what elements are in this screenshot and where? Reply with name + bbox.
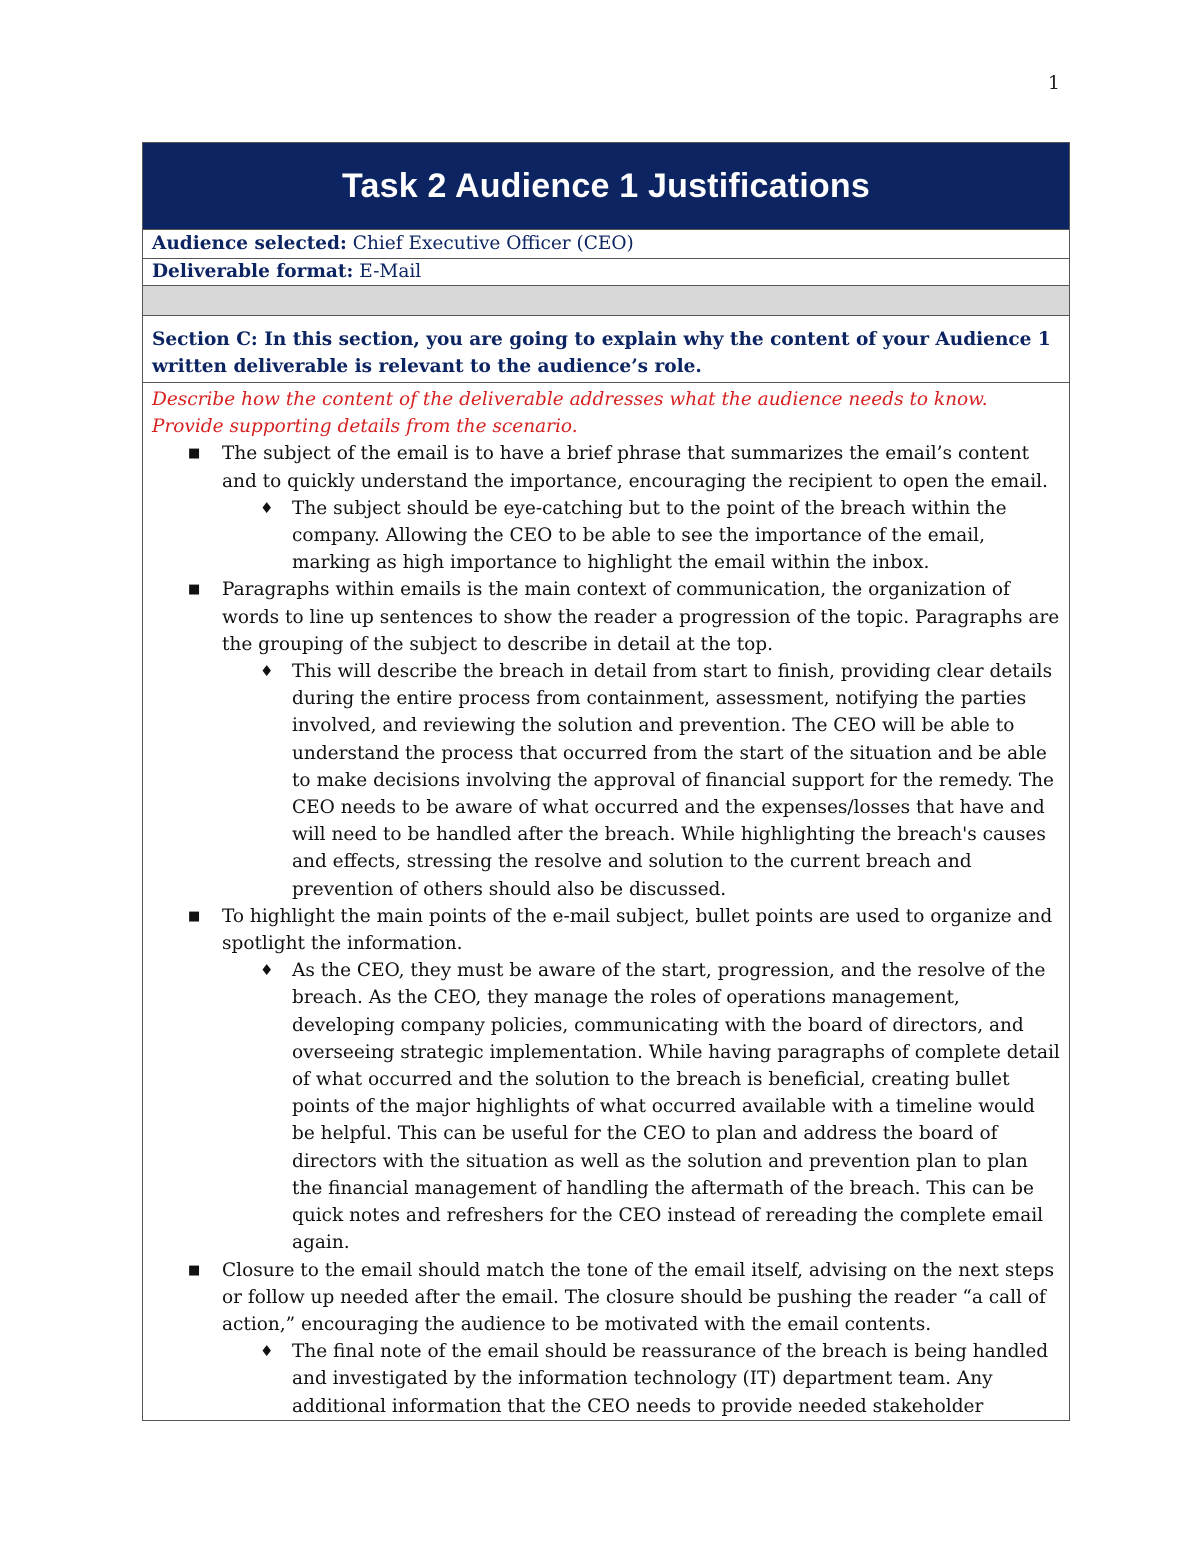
audience-row: [143, 230, 1069, 259]
audience-label: Audience selected:: [152, 233, 347, 254]
diamond-bullet-icon: ♦: [260, 961, 274, 980]
sub-list: [222, 658, 1060, 903]
bullet-text: The subject of the email is to have a brief phrase that summarizes the email’s content and to quickly understand the importance, encouraging the recipient to open the email.: [222, 443, 1048, 492]
diamond-bullet-icon: ♦: [260, 662, 274, 681]
deliverable-row: [143, 259, 1069, 286]
instructions-text: Describe how the content of the deliverable addresses what the audience needs to know. Provide supporting details from the scenario.: [152, 389, 988, 438]
bullet-list: [152, 440, 1060, 1419]
square-bullet-icon: ■: [188, 582, 201, 598]
deliverable-value: E-Mail: [359, 261, 422, 282]
page-title: Task 2 Audience 1 Justifications: [342, 166, 870, 205]
title-banner: [143, 143, 1069, 230]
sub-list: [222, 1338, 1060, 1420]
audience-value: Chief Executive Officer (CEO): [352, 233, 634, 254]
page-number: 1: [1047, 72, 1060, 94]
spacer-row: [143, 286, 1069, 316]
sub-list-item: [260, 957, 1060, 1256]
sub-list: [222, 495, 1060, 577]
list-item: [188, 903, 1060, 1257]
diamond-bullet-icon: ♦: [260, 1342, 274, 1361]
sub-list: [222, 957, 1060, 1256]
sub-bullet-text: As the CEO, they must be aware of the start, progression, and the resolve of the breach. As the CEO, they manage the roles of operations management, developing company policies, communicating with the board of directors, and overseeing strategic implementation. While having paragraphs of complete detail of what occurred and the solution to the breach is beneficial, creating bullet points of the major highlights of what occurred available with a timeline would be helpful. This can be useful for the CEO to plan and address the board of directors with the situation as well as the solution and prevention plan to plan the financial management of handling the aftermath of the breach. This can be quick notes and refreshers for the CEO instead of rereading the complete email again.: [292, 960, 1060, 1254]
sub-list-item: [260, 495, 1060, 577]
square-bullet-icon: ■: [188, 908, 201, 924]
sub-bullet-text: The subject should be eye-catching but to the point of the breach within the company. Allowing the CEO to be able to see the importance of the email, marking as high importance to highlight the email within the inbox.: [292, 497, 1007, 574]
sub-bullet-text: This will describe the breach in detail from start to finish, providing clear details during the entire process from containment, assessment, notifying the parties involved, and reviewing the solution and prevention. The CEO will be able to understand the process that occurred from the start of the situation and be able to make decisions involving the approval of financial support for the remedy. The CEO needs to be aware of what occurred and the expenses/losses that have and will need to be handled after the breach. While highlighting the breach's causes and effects, stressing the resolve and solution to the current breach and prevention of others should also be discussed.: [292, 661, 1054, 900]
list-item: [188, 440, 1060, 576]
section-heading: Section C: In this section, you are going to explain why the content of your Audience 1 written deliverable is relevant to the audience’s role.: [143, 316, 1069, 383]
list-item: [188, 1257, 1060, 1420]
sub-list-item: [260, 658, 1060, 903]
sub-bullet-text: The final note of the email should be reassurance of the breach is being handled and investigated by the information technology (IT) department team. Any additional information that the CEO needs to provide needed stakeholder: [292, 1341, 1049, 1417]
content-cell: [143, 383, 1069, 1420]
justification-table: [142, 142, 1070, 1421]
bullet-text: To highlight the main points of the e-mail subject, bullet points are used to organize and spotlight the information.: [222, 905, 1053, 955]
deliverable-label: Deliverable format:: [152, 261, 354, 282]
square-bullet-icon: ■: [188, 1262, 201, 1278]
bullet-text: Closure to the email should match the tone of the email itself, advising on the next steps or follow up needed after the email. The closure should be pushing the reader “a call of action,” encouraging the audience to be motivated with the email contents.: [222, 1259, 1055, 1335]
list-item: [188, 576, 1060, 902]
bullet-text: Paragraphs within emails is the main context of communication, the organization of words to line up sentences to show the reader a progression of the topic. Paragraphs are the grouping of the subject to describe in detail at the top.: [222, 579, 1060, 655]
diamond-bullet-icon: ♦: [260, 498, 274, 517]
sub-list-item: [260, 1338, 1060, 1420]
square-bullet-icon: ■: [188, 446, 201, 462]
